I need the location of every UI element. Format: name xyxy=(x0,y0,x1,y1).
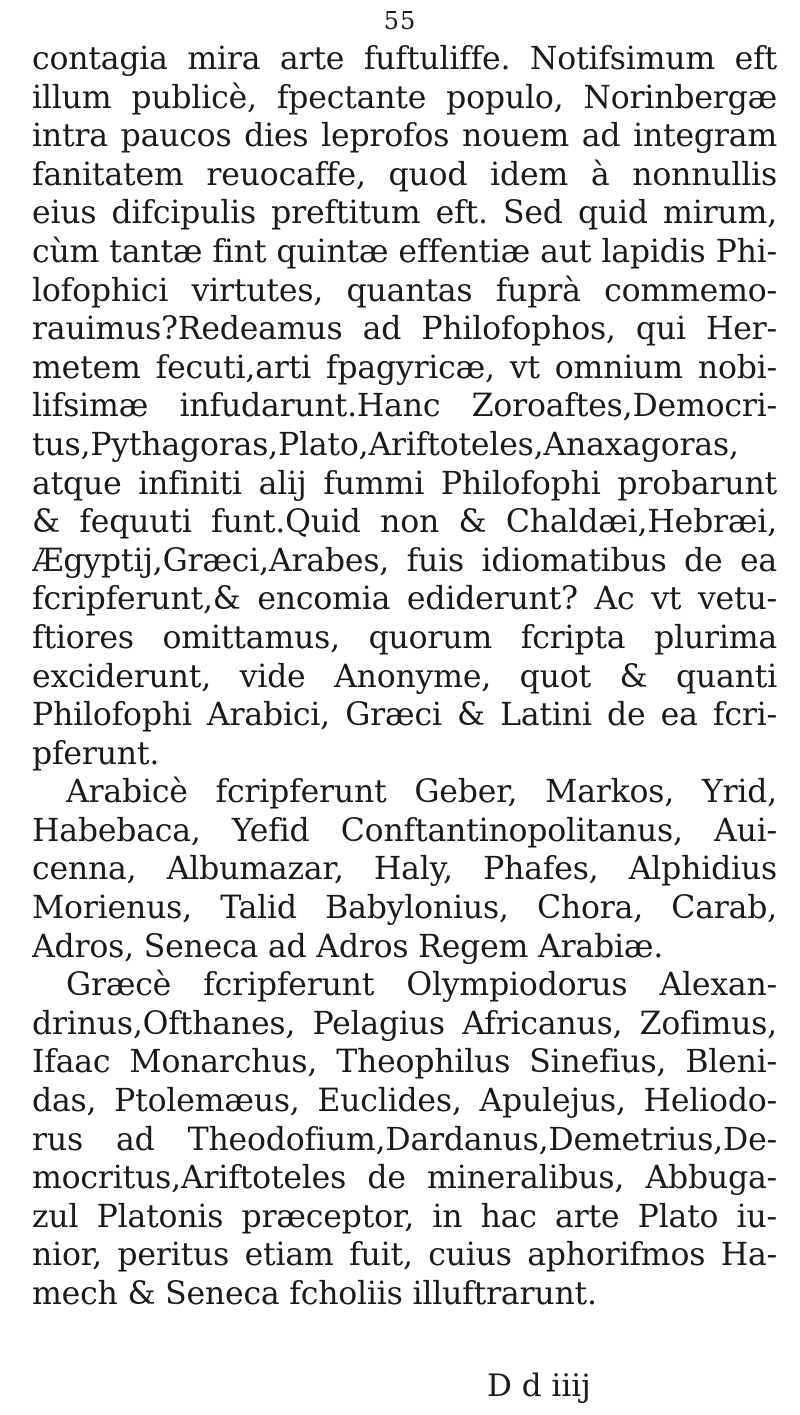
text-line: mocritus,Ariftoteles de mineralibus, Abbuga- xyxy=(32,1160,777,1197)
text-line: illum publicè, fpectante populo, Norinbergæ xyxy=(32,79,777,116)
signature-mark: D d iiij xyxy=(487,1368,591,1404)
text-line: Morienus, Talid Babylonius, Chora, Carab, xyxy=(32,890,777,927)
text-line: rauimus?Redeamus ad Philofophos, qui Her- xyxy=(32,311,777,348)
text-line: Ægyptij,Græci,Arabes, fuis idiomatibus de ea xyxy=(32,542,777,579)
text-line: tus,Pythagoras,Plato,Ariftoteles,Anaxagoras, xyxy=(32,426,739,463)
text-line: fanitatem reuocaffe, quod idem à nonnullis xyxy=(32,156,777,193)
text-line: pferunt. xyxy=(32,735,160,772)
text-line: zul Platonis præceptor, in hac arte Plato iu- xyxy=(32,1198,777,1235)
text-line: Adros, Seneca ad Adros Regem Arabiæ. xyxy=(32,928,664,965)
text-line: lofophici virtutes, quantas fuprà commemo- xyxy=(32,272,777,309)
text-line: rus ad Theodofium,Dardanus,Demetrius,De- xyxy=(32,1121,777,1158)
text-line: eius difcipulis preftitum eft. Sed quid mirum, xyxy=(32,195,777,232)
page-number: 55 xyxy=(383,7,417,35)
text-line: ftiores omittamus, quorum fcripta plurima xyxy=(32,619,777,656)
text-line: lifsimæ infudarunt.Hanc Zoroaftes,Democri- xyxy=(32,388,777,425)
text-line: contagia mira arte fuftuliffe. Notifsimum eft xyxy=(32,41,777,77)
text-line: intra paucos dies leprofos nouem ad integram xyxy=(32,118,777,155)
text-line: Græcè fcripferunt Olympiodorus Alexan- xyxy=(66,967,777,1004)
text-line: Philofophi Arabici, Græci & Latini de ea fcri- xyxy=(32,697,777,734)
text-line: drinus,Ofthanes, Pelagius Africanus, Zofimus, xyxy=(32,1005,777,1042)
text-line: exciderunt, vide Anonyme, quot & quanti xyxy=(32,658,777,695)
text-line: nior, peritus etiam fuit, cuius aphorifmos Ha- xyxy=(32,1237,777,1274)
text-line: atque infiniti alij fummi Philofophi probarunt xyxy=(32,465,777,502)
text-line: Arabicè fcripferunt Geber, Markos, Yrid, xyxy=(66,774,777,811)
body-text xyxy=(32,40,777,1314)
text-line: cùm tantæ fint quintæ effentiæ aut lapidis Phi- xyxy=(32,233,777,270)
text-line: mech & Seneca fcholiis illuftrarunt. xyxy=(32,1276,597,1312)
text-line: das, Ptolemæus, Euclides, Apulejus, Heliodo- xyxy=(32,1083,777,1120)
text-line: metem fecuti,arti fpagyricæ, vt omnium nobi- xyxy=(32,349,777,386)
text-line: & fequuti funt.Quid non & Chaldæi,Hebræi, xyxy=(32,504,777,541)
text-line: cenna, Albumazar, Haly, Phafes, Alphidius xyxy=(32,851,777,888)
text-line: fcripferunt,& encomia ediderunt? Ac vt vetu- xyxy=(32,581,777,618)
text-line: Habebaca, Yefid Conftantinopolitanus, Aui- xyxy=(32,812,777,849)
text-line: Ifaac Monarchus, Theophilus Sinefius, Bleni- xyxy=(32,1044,777,1081)
